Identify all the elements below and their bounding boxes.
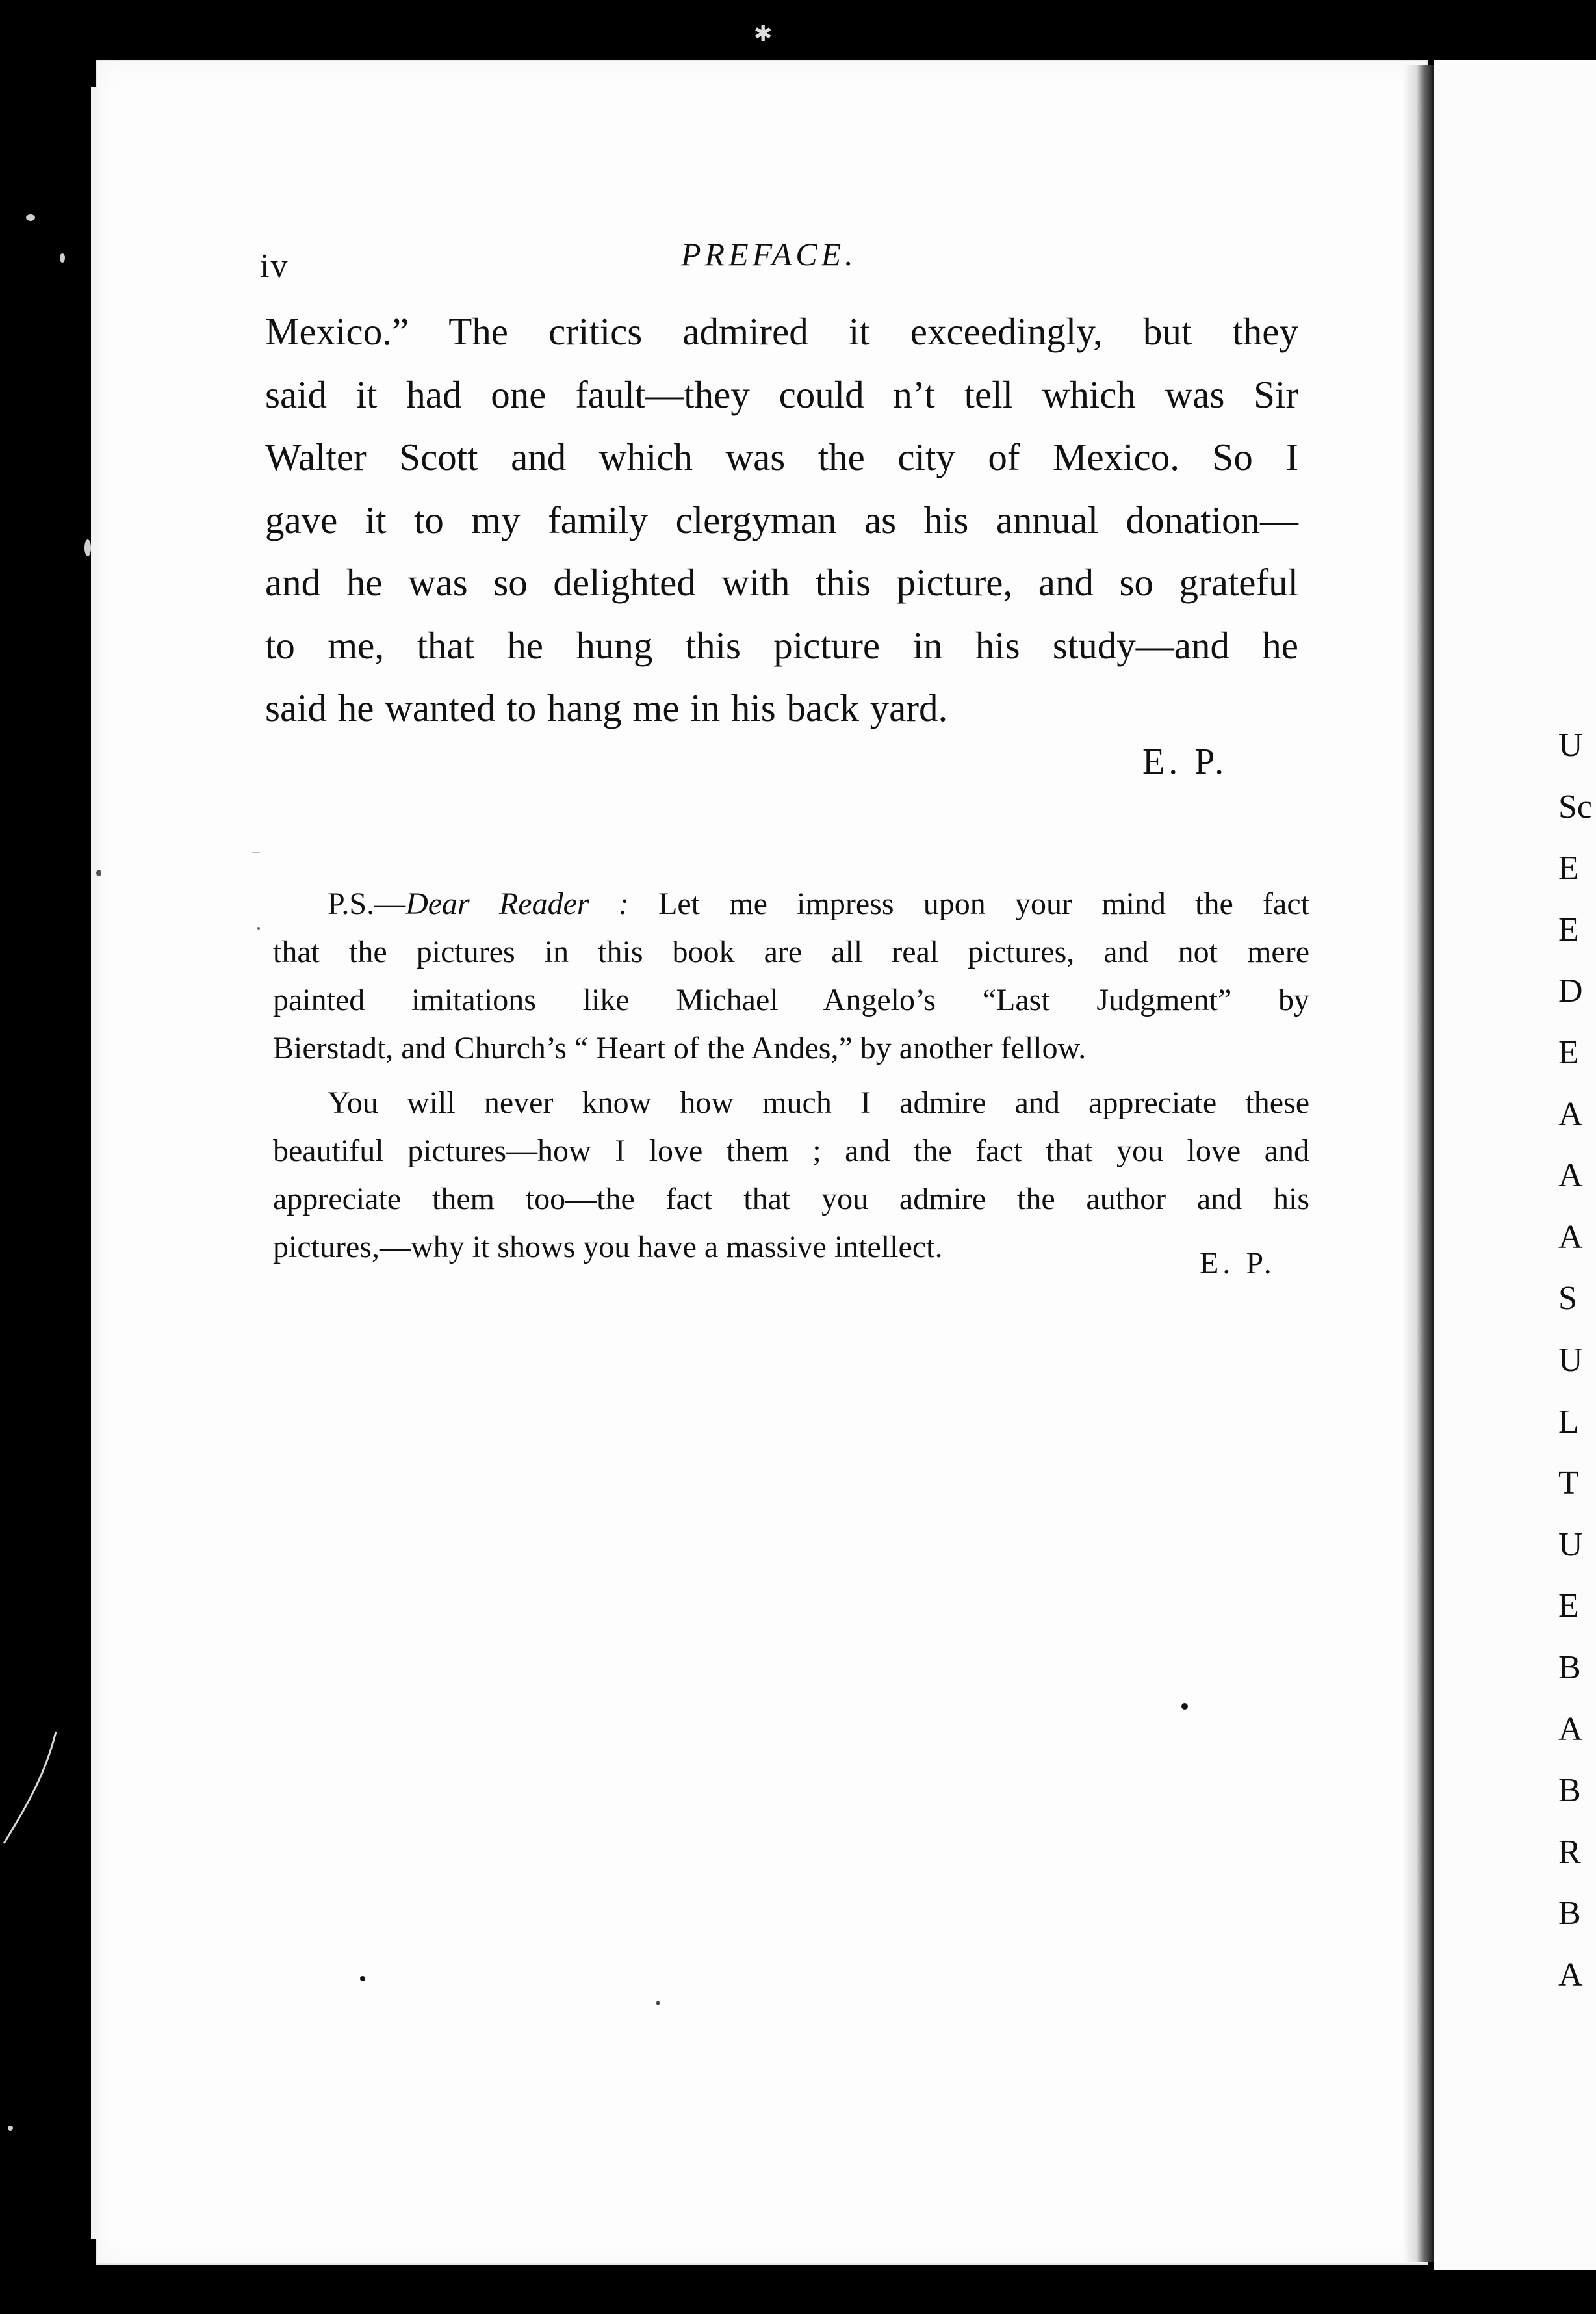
page-speck [257,927,260,930]
running-head: PREFACE. [681,236,857,272]
right-page-fragment: E [1558,911,1579,948]
right-page-fragment: B [1558,1895,1581,1932]
text-line: said it had one fault—they could n’t tell which was Sir [265,372,1298,416]
scan-speck [60,254,65,263]
right-page-fragment: A [1558,1095,1583,1133]
right-page-fragments [1558,715,1596,2006]
page-speck [1181,1703,1188,1710]
text-line: Mexico.” The critics admired it exceedingly, but they [265,310,1298,353]
page-speck [360,1976,365,1981]
page-gutter [1402,65,1434,2262]
right-page-fragment: D [1558,972,1583,1010]
postscript-salutation: Dear Reader : [405,887,629,921]
text-line: appreciate them too—the fact that you admire the author and his [273,1182,1309,1216]
page-number: iv [260,248,289,285]
right-page-fragment: T [1558,1464,1579,1502]
right-page-fragment: L [1558,1403,1579,1440]
scan-scratch [0,1729,58,1846]
right-page-fragment: E [1558,850,1579,887]
postscript-first-line [273,880,1309,928]
scan-speck [84,540,91,556]
text-line: said he wanted to hang me in his back yard. [265,686,948,729]
right-page-fragment: A [1558,1710,1583,1748]
right-page-fragment: U [1558,1526,1583,1563]
right-page-fragment: B [1558,1648,1581,1686]
right-page-fragment: E [1558,1034,1579,1071]
text-line: and he was so delighted with this picture, and so grateful [265,561,1298,604]
text-line: Walter Scott and which was the city of Mexico. So I [265,436,1298,478]
right-page-fragment: U [1558,1341,1583,1379]
scan-speck [26,214,35,221]
preface-body [265,300,1298,740]
text-line: painted imitations like Michael Angelo’s “Last Judgment” by [273,983,1309,1017]
right-page-fragment: E [1558,1587,1579,1625]
right-page-fragment: R [1558,1833,1581,1871]
top-margin-mark: ✱ [754,21,773,47]
right-page-fragment: U [1558,727,1583,764]
page-header [260,235,1300,285]
text-line: gave it to my family clergyman as his annual donation— [265,498,1298,541]
page-edge [91,87,99,2239]
right-page-fragment: A [1558,1956,1583,1994]
page-speck [96,870,101,876]
right-page-fragment: Sc [1558,788,1592,826]
postscript [273,880,1309,1271]
text-line: beautiful pictures—how I love them ; and the fact that you love and [273,1134,1309,1168]
right-page-fragment: A [1558,1218,1583,1256]
text-line: to me, that he hung this picture in his study—and he [265,623,1298,667]
postscript-first-line-text: Let me impress upon your mind the fact [628,887,1309,921]
scan-speck [8,2126,13,2131]
page-speck [252,852,260,853]
text-line: You will never know how much I admire and appreciate these [328,1086,1309,1120]
postscript-signature: E. P. [1200,1246,1276,1280]
text-line: Bierstadt, and Church’s “ Heart of the Andes,” by another fellow. [273,1031,1087,1065]
text-line: pictures,—why it shows you have a massive intellect. [273,1230,943,1264]
text-line: that the pictures in this book are all real pictures, and not mere [273,935,1309,969]
preface-signature: E. P. [1142,742,1228,782]
paragraph-gap [273,1072,1309,1079]
postscript-lead: P.S.— [328,887,406,921]
right-page-fragment: B [1558,1772,1581,1810]
right-page-fragment: S [1558,1280,1577,1318]
page-speck [656,2001,660,2005]
right-page-fragment: A [1558,1157,1583,1195]
